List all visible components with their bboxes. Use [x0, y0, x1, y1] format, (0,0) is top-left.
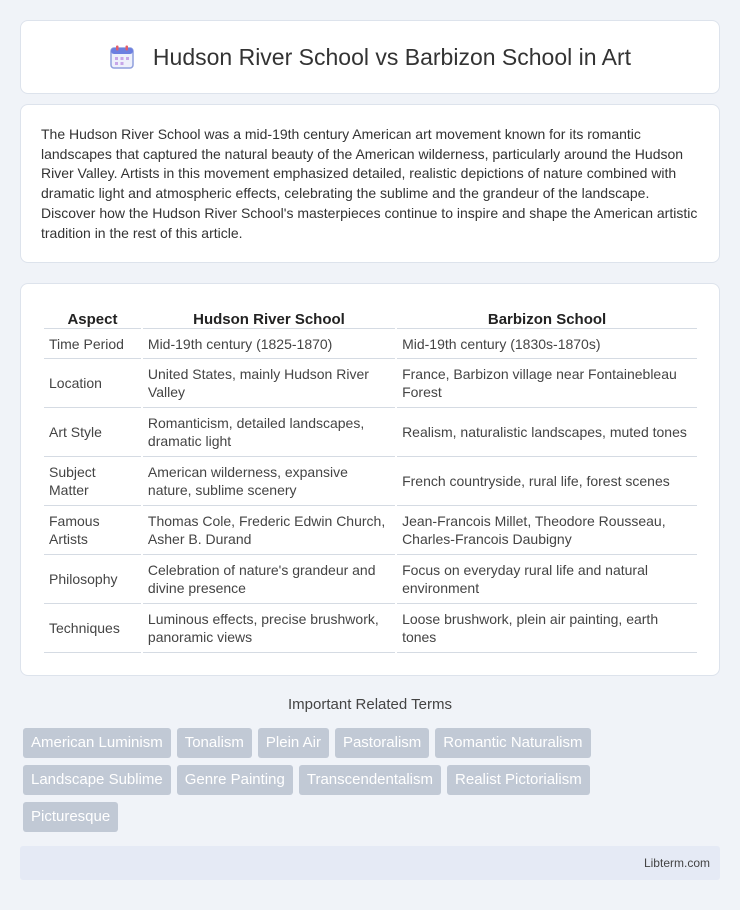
comparison-table: [42, 304, 699, 653]
comparison-table-card: [20, 283, 720, 676]
header-aspect: Aspect: [44, 304, 141, 329]
barbizon-cell: France, Barbizon village near Fontainebleau Forest: [397, 359, 697, 408]
aspect-cell: Techniques: [44, 604, 141, 653]
table-row: [44, 457, 697, 506]
tag-row: [23, 728, 723, 758]
barbizon-cell: French countryside, rural life, forest scenes: [397, 457, 697, 506]
hudson-cell: Luminous effects, precise brushwork, panoramic views: [143, 604, 395, 653]
table-row: [44, 329, 697, 359]
intro-text: The Hudson River School was a mid-19th century American art movement known for its romantic landscapes that captured the natural beauty of the American wilderness, particularly around the Hudson River Valley. Artists in this movement emphasized detailed, realistic depictions of nature combined with dramatic light and atmospheric effects, celebrating the sublime and the grandeur of the landscape. Discover how the Hudson River School's masterpieces continue to inspire and shape the American artistic tradition in the rest of this article.: [41, 126, 698, 241]
related-terms-title: Important Related Terms: [288, 696, 452, 713]
tag-american-luminism[interactable]: American Luminism: [23, 728, 171, 758]
hudson-cell: Mid-19th century (1825-1870): [143, 329, 395, 359]
tag-row: [23, 765, 723, 795]
table-row: [44, 506, 697, 555]
page-title: Hudson River School vs Barbizon School in Art: [152, 43, 632, 70]
table-header-row: [44, 304, 697, 329]
tag-romantic-naturalism[interactable]: Romantic Naturalism: [435, 728, 590, 758]
tag-row: [23, 802, 723, 832]
tag-plein-air[interactable]: Plein Air: [258, 728, 329, 758]
aspect-cell: Famous Artists: [44, 506, 141, 555]
aspect-cell: Art Style: [44, 408, 141, 457]
header-hudson: Hudson River School: [143, 304, 395, 329]
table-row: [44, 604, 697, 653]
tag-picturesque[interactable]: Picturesque: [23, 802, 118, 832]
tag-pastoralism[interactable]: Pastoralism: [335, 728, 429, 758]
tag-tonalism[interactable]: Tonalism: [177, 728, 252, 758]
aspect-cell: Time Period: [44, 329, 141, 359]
hudson-cell: United States, mainly Hudson River Valley: [143, 359, 395, 408]
header-barbizon: Barbizon School: [397, 304, 697, 329]
aspect-cell: Location: [44, 359, 141, 408]
hudson-cell: Celebration of nature's grandeur and divine presence: [143, 555, 395, 604]
header-card: [20, 20, 720, 94]
barbizon-cell: Focus on everyday rural life and natural environment: [397, 555, 697, 604]
related-terms-tags: [23, 728, 723, 839]
tag-transcendentalism[interactable]: Transcendentalism: [299, 765, 441, 795]
aspect-cell: Subject Matter: [44, 457, 141, 506]
title-wrap: [109, 44, 631, 71]
table-row: [44, 408, 697, 457]
hudson-cell: Romanticism, detailed landscapes, dramatic light: [143, 408, 395, 457]
intro-card: [20, 104, 720, 263]
table-row: [44, 359, 697, 408]
tag-genre-painting[interactable]: Genre Painting: [177, 765, 293, 795]
barbizon-cell: Loose brushwork, plein air painting, earth tones: [397, 604, 697, 653]
barbizon-cell: Realism, naturalistic landscapes, muted tones: [397, 408, 697, 457]
tag-landscape-sublime[interactable]: Landscape Sublime: [23, 765, 171, 795]
barbizon-cell: Jean-Francois Millet, Theodore Rousseau, Charles-Francois Daubigny: [397, 506, 697, 555]
footer: [20, 846, 720, 880]
aspect-cell: Philosophy: [44, 555, 141, 604]
barbizon-cell: Mid-19th century (1830s-1870s): [397, 329, 697, 359]
tag-realist-pictorialism[interactable]: Realist Pictorialism: [447, 765, 590, 795]
hudson-cell: American wilderness, expansive nature, sublime scenery: [143, 457, 395, 506]
hudson-cell: Thomas Cole, Frederic Edwin Church, Asher B. Durand: [143, 506, 395, 555]
calendar-icon: [109, 44, 135, 70]
table-row: [44, 555, 697, 604]
footer-site-link[interactable]: Libterm.com: [643, 856, 710, 870]
